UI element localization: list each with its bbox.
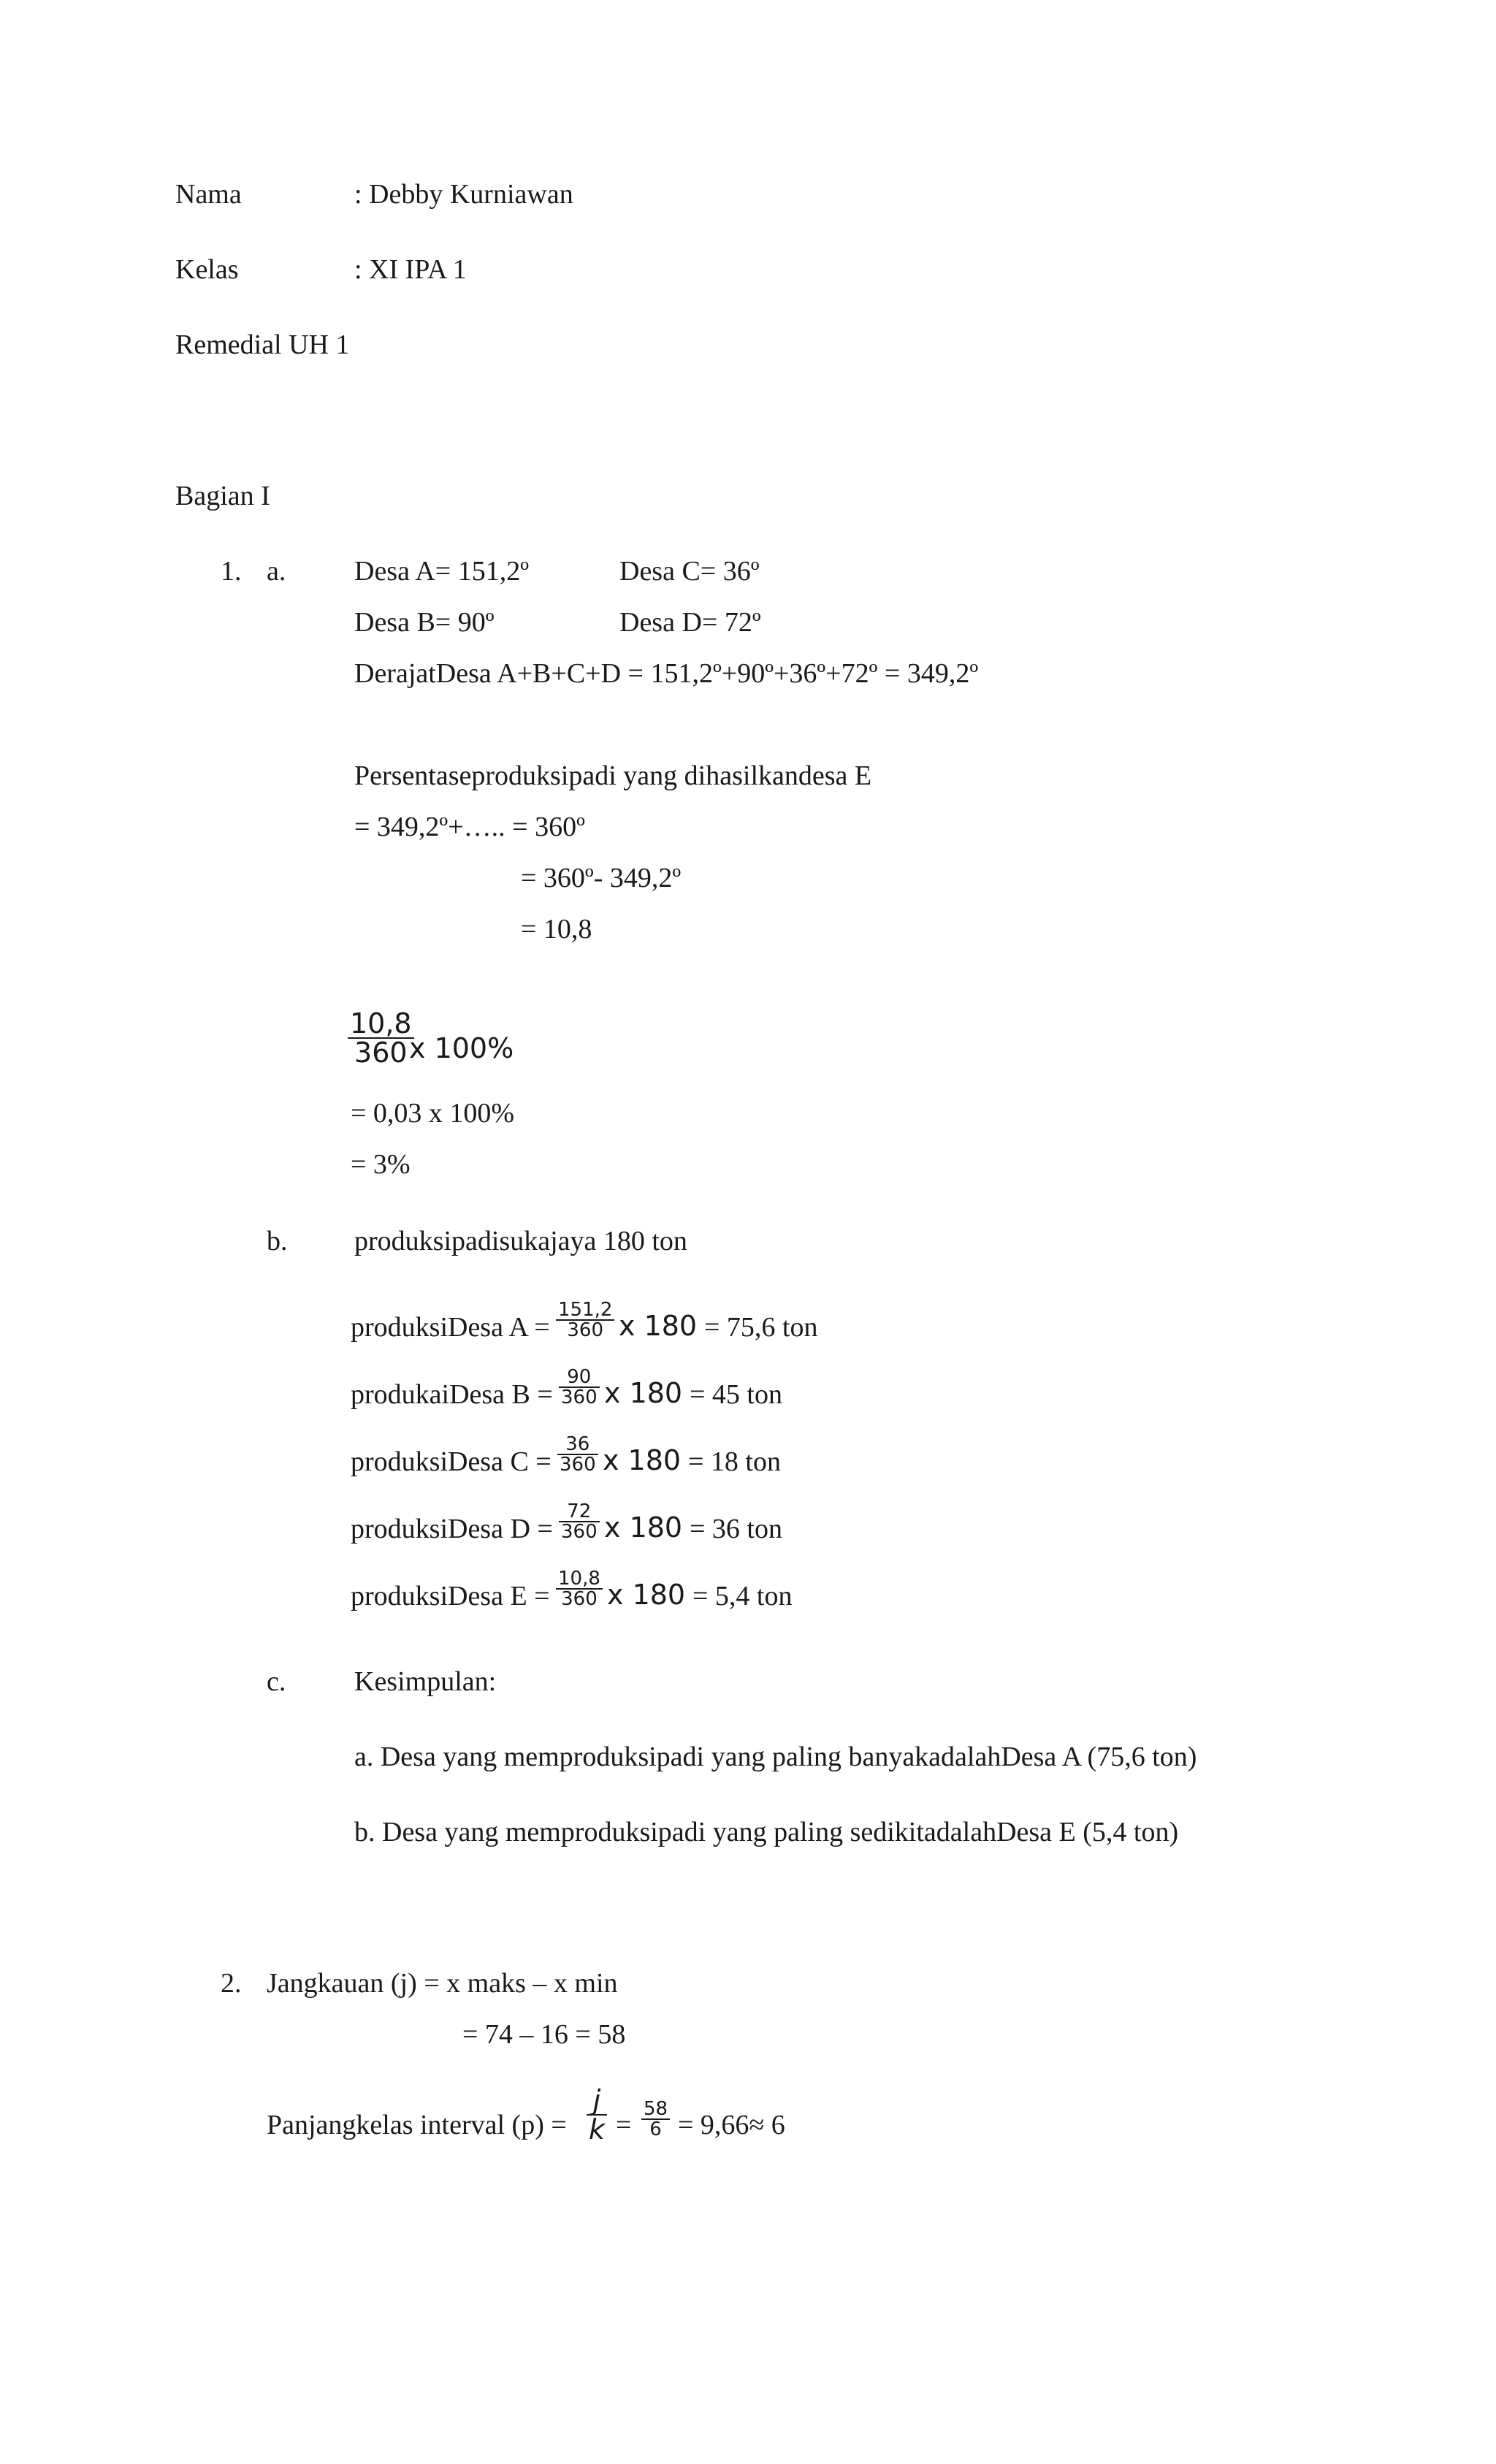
- production-result: = 36 ton: [690, 1514, 782, 1544]
- conclusion-a: a. Desa yang memproduksipadi yang paling banyakadalahDesa A (75,6 ton): [354, 1742, 1197, 1772]
- desa-d-degree: Desa D= 72º: [619, 607, 761, 638]
- fraction-numerator: 90: [567, 1366, 592, 1388]
- production-multiplier: x 180: [604, 1377, 683, 1409]
- fraction-numerator: 10,8: [558, 1568, 600, 1590]
- derajat-sum: DerajatDesa A+B+C+D = 151,2º+90º+36º+72º = 349,2º: [354, 658, 979, 689]
- production-result: = 45 ton: [690, 1379, 782, 1410]
- j-over-k-fraction: [587, 2086, 607, 2143]
- fraction-denominator: 360: [561, 1521, 598, 1543]
- kelas-label: Kelas: [175, 254, 239, 285]
- part-a-label: a.: [267, 556, 286, 587]
- kelas-value: : XI IPA 1: [354, 254, 467, 285]
- percentage-multiplier: x 100%: [409, 1032, 514, 1064]
- jangkauan-result: = 74 – 16 = 58: [462, 2019, 626, 2050]
- production-result: = 5,4 ton: [692, 1581, 793, 1611]
- production-label: produkaiDesa B =: [351, 1379, 553, 1410]
- fraction-denominator: 6: [649, 2118, 662, 2140]
- section-title: Bagian I: [175, 481, 270, 511]
- fraction-denominator: 360: [560, 1454, 596, 1476]
- fraction-numerator: 10,8: [350, 1007, 412, 1040]
- fraction-denominator: 360: [561, 1387, 598, 1408]
- persentase-title: Persentaseproduksipadi yang dihasilkandesa E: [354, 760, 872, 791]
- fifty-eight-over-six-fraction: [641, 2099, 670, 2139]
- production-label: produksiDesa C =: [351, 1446, 552, 1477]
- nama-label: Nama: [175, 179, 242, 210]
- calc-step-1: = 349,2º+….. = 360º: [354, 812, 585, 842]
- production-fraction: [559, 1368, 600, 1407]
- calc-step-3: = 10,8: [521, 914, 592, 945]
- production-multiplier: x 180: [603, 1444, 682, 1476]
- production-fraction: [556, 1569, 603, 1609]
- panjang-label: Panjangkelas interval (p) =: [267, 2110, 567, 2140]
- production-multiplier: x 180: [607, 1579, 686, 1611]
- question-2-number: 2.: [221, 1968, 242, 1999]
- fraction-numerator: 151,2: [558, 1299, 613, 1321]
- nama-value: : Debby Kurniawan: [354, 179, 573, 210]
- interval-result: = 9,66≈ 6: [678, 2110, 785, 2140]
- document-subtitle: Remedial UH 1: [175, 329, 350, 360]
- production-multiplier: x 180: [604, 1511, 683, 1544]
- fraction-denominator: k: [589, 2113, 606, 2145]
- fraction-denominator: 360: [354, 1037, 408, 1069]
- fraction-numerator: 36: [565, 1433, 590, 1455]
- desa-b-degree: Desa B= 90º: [354, 607, 495, 638]
- part-c-label: c.: [267, 1666, 286, 1697]
- fraction-denominator: 360: [567, 1319, 604, 1341]
- production-fraction: [559, 1502, 600, 1541]
- production-label: produksiDesa D =: [351, 1514, 553, 1544]
- calc-step-2: = 360º- 349,2º: [521, 863, 682, 893]
- production-fraction: [557, 1435, 598, 1474]
- production-fraction: [556, 1300, 614, 1340]
- fraction-numerator: 58: [644, 2098, 668, 2120]
- fraction-numerator: 72: [567, 1500, 592, 1522]
- conclusion-b: b. Desa yang memproduksipadi yang paling sedikitadalahDesa E (5,4 ton): [354, 1817, 1179, 1847]
- question-1-number: 1.: [221, 556, 242, 587]
- production-multiplier: x 180: [619, 1310, 698, 1342]
- production-label: produksiDesa A =: [351, 1312, 550, 1343]
- production-label: produksiDesa E =: [351, 1581, 550, 1611]
- production-result: = 75,6 ton: [704, 1312, 818, 1343]
- desa-a-degree: Desa A= 151,2º: [354, 556, 530, 587]
- fraction-denominator: 360: [561, 1588, 598, 1610]
- calc-step-4: = 0,03 x 100%: [351, 1098, 515, 1129]
- percentage-fraction: [348, 1007, 414, 1069]
- production-result: = 18 ton: [688, 1446, 781, 1477]
- part-b-label: b.: [267, 1226, 288, 1256]
- desa-c-degree: Desa C= 36º: [619, 556, 760, 587]
- calc-step-5: = 3%: [351, 1149, 411, 1180]
- fraction-numerator: j: [592, 2084, 601, 2116]
- equals-sign: =: [616, 2110, 632, 2140]
- part-b-title: produksipadisukajaya 180 ton: [354, 1226, 687, 1256]
- jangkauan-line: Jangkauan (j) = x maks – x min: [267, 1968, 618, 1999]
- kesimpulan-title: Kesimpulan:: [354, 1666, 497, 1697]
